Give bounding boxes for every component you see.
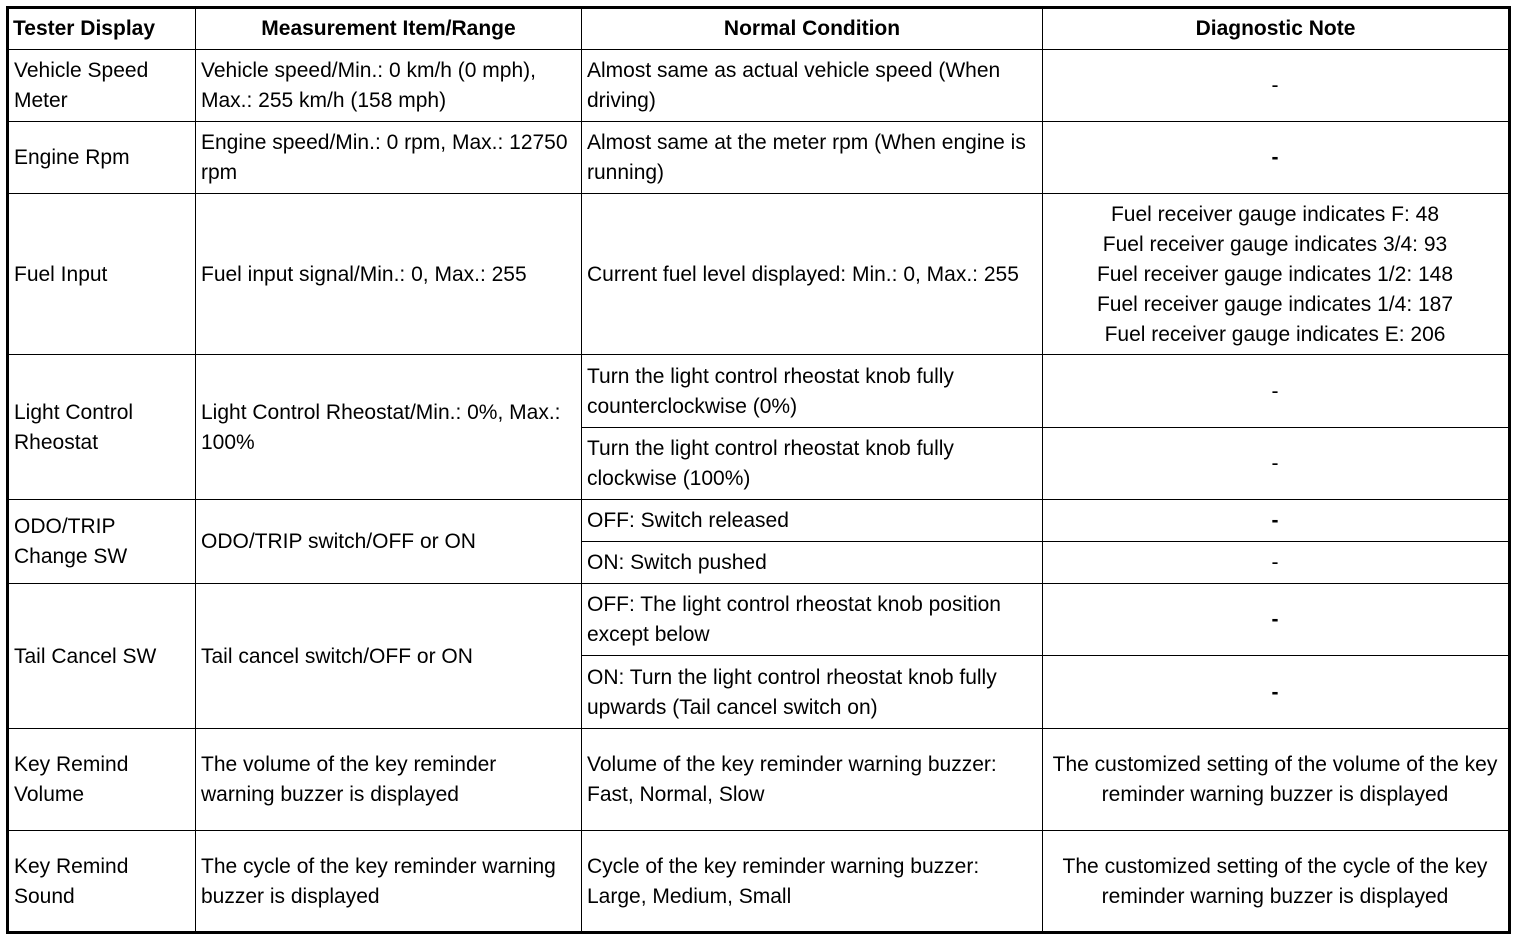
diagnostic-note-cell: - bbox=[1043, 122, 1510, 194]
table-row bbox=[8, 122, 1510, 194]
header-tester-display: Tester Display bbox=[8, 8, 196, 50]
normal-condition-cell: Almost same as actual vehicle speed (When driving) bbox=[582, 50, 1043, 122]
table-row bbox=[8, 729, 1510, 831]
tester-display-cell: Key Remind Sound bbox=[8, 831, 196, 933]
normal-condition-cell: ON: Turn the light control rheostat knob fully upwards (Tail cancel switch on) bbox=[582, 656, 1043, 729]
normal-condition-cell: OFF: Switch released bbox=[582, 500, 1043, 542]
table-row bbox=[8, 194, 1510, 355]
diagnostic-note-cell: - bbox=[1043, 500, 1510, 542]
measurement-range-cell: ODO/TRIP switch/OFF or ON bbox=[196, 500, 582, 584]
measurement-range-cell: The volume of the key reminder warning buzzer is displayed bbox=[196, 729, 582, 831]
tester-display-cell: Tail Cancel SW bbox=[8, 584, 196, 729]
tester-display-table bbox=[6, 6, 1511, 934]
normal-condition-cell: Turn the light control rheostat knob fully counterclockwise (0%) bbox=[582, 355, 1043, 428]
diagnostic-note-cell: - bbox=[1043, 355, 1510, 428]
table-wrapper bbox=[6, 6, 1511, 934]
diagnostic-note-cell: - bbox=[1043, 50, 1510, 122]
measurement-range-cell: Vehicle speed/Min.: 0 km/h (0 mph), Max.: 255 km/h (158 mph) bbox=[196, 50, 582, 122]
tester-display-cell: Light Control Rheostat bbox=[8, 355, 196, 500]
tester-display-cell: Key Remind Volume bbox=[8, 729, 196, 831]
header-normal-condition: Normal Condition bbox=[582, 8, 1043, 50]
tester-display-cell: ODO/TRIP Change SW bbox=[8, 500, 196, 584]
measurement-range-cell: Engine speed/Min.: 0 rpm, Max.: 12750 rpm bbox=[196, 122, 582, 194]
header-row bbox=[8, 8, 1510, 50]
diagnostic-note-cell: - bbox=[1043, 584, 1510, 656]
diagnostic-note-cell: Fuel receiver gauge indicates F: 48 Fuel receiver gauge indicates 3/4: 93 Fuel receiver gauge indicates 1/2: 148 Fuel receiver gauge indicates 1/4: 187 Fuel receiver gauge indicates E: 206 bbox=[1043, 194, 1510, 355]
diagnostic-note-cell: - bbox=[1043, 656, 1510, 729]
normal-condition-cell: Turn the light control rheostat knob fully clockwise (100%) bbox=[582, 428, 1043, 500]
header-measurement-item: Measurement Item/Range bbox=[196, 8, 582, 50]
normal-condition-cell: ON: Switch pushed bbox=[582, 542, 1043, 584]
measurement-range-cell: Tail cancel switch/OFF or ON bbox=[196, 584, 582, 729]
tester-display-cell: Vehicle Speed Meter bbox=[8, 50, 196, 122]
measurement-range-cell: Light Control Rheostat/Min.: 0%, Max.: 100% bbox=[196, 355, 582, 500]
table-row bbox=[8, 50, 1510, 122]
tester-display-cell: Engine Rpm bbox=[8, 122, 196, 194]
table-row bbox=[8, 584, 1510, 656]
diagnostic-note-cell: - bbox=[1043, 428, 1510, 500]
diagnostic-note-cell: The customized setting of the cycle of the key reminder warning buzzer is displayed bbox=[1043, 831, 1510, 933]
tester-display-cell: Fuel Input bbox=[8, 194, 196, 355]
table-row bbox=[8, 831, 1510, 933]
table-row bbox=[8, 500, 1510, 542]
normal-condition-cell: Cycle of the key reminder warning buzzer: Large, Medium, Small bbox=[582, 831, 1043, 933]
diagnostic-note-cell: - bbox=[1043, 542, 1510, 584]
header-diagnostic-note: Diagnostic Note bbox=[1043, 8, 1510, 50]
normal-condition-cell: Current fuel level displayed: Min.: 0, Max.: 255 bbox=[582, 194, 1043, 355]
measurement-range-cell: Fuel input signal/Min.: 0, Max.: 255 bbox=[196, 194, 582, 355]
normal-condition-cell: Almost same at the meter rpm (When engine is running) bbox=[582, 122, 1043, 194]
measurement-range-cell: The cycle of the key reminder warning buzzer is displayed bbox=[196, 831, 582, 933]
normal-condition-cell: OFF: The light control rheostat knob position except below bbox=[582, 584, 1043, 656]
table-row bbox=[8, 355, 1510, 428]
normal-condition-cell: Volume of the key reminder warning buzzer: Fast, Normal, Slow bbox=[582, 729, 1043, 831]
diagnostic-note-cell: The customized setting of the volume of the key reminder warning buzzer is displayed bbox=[1043, 729, 1510, 831]
